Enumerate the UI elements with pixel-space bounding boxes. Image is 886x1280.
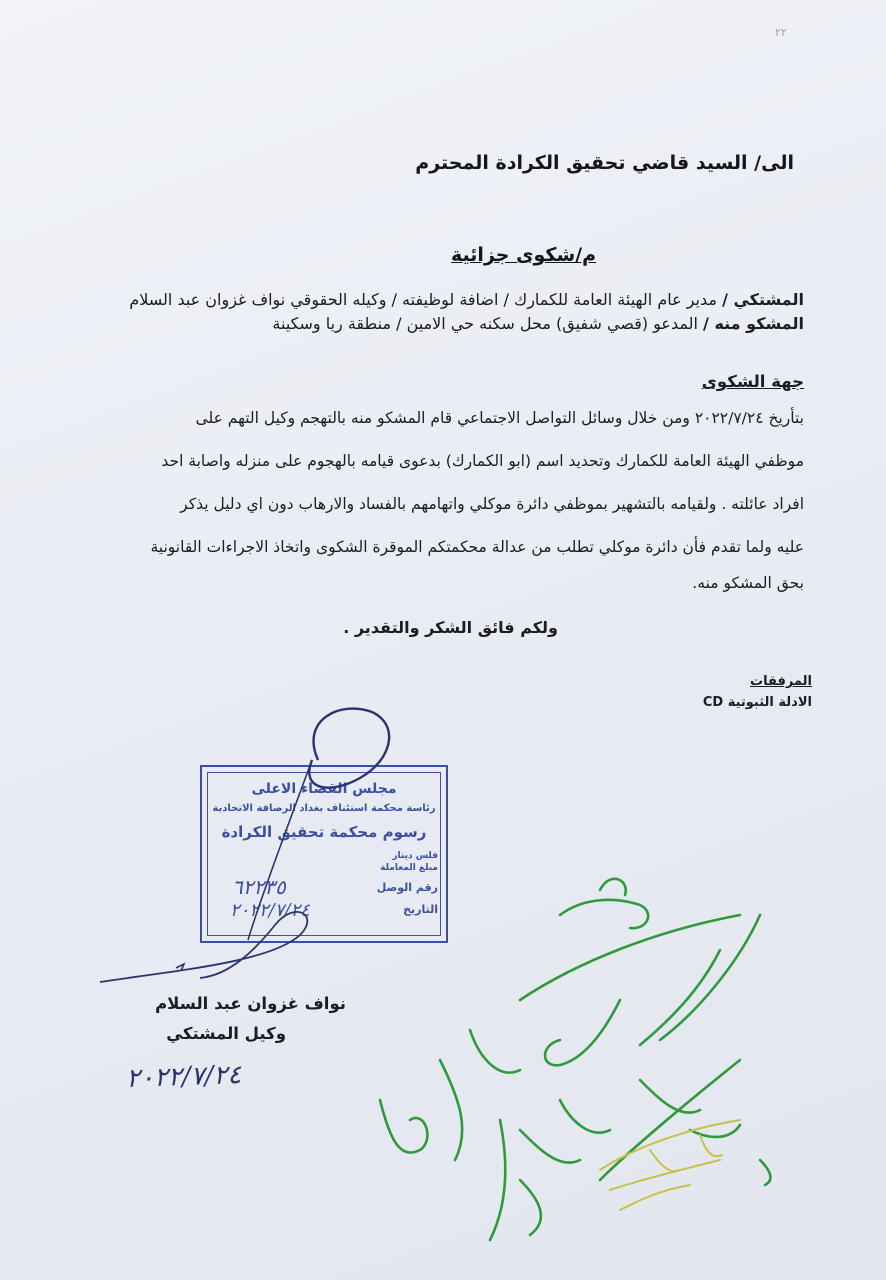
stamp-line-receipt-label: رقم الوصل [376,881,438,894]
stamp-line-amount: مبلغ المعاملة [380,863,438,873]
respondent-text: المدعو (قصي شفيق) محل سكنه حي الامين / منطقة ريا وسكينة [272,314,704,333]
body-line-4: عليه ولما تقدم فأن دائرة موكلي تطلب من عدالة محكمتكم الموقرة الشكوى واتخاذ الاجراءات القانونية [150,538,804,556]
stamp-line-currency: فلس دينار [392,851,438,861]
stamp-date: ٢٠٢٢/٧/٢٤ [230,900,310,921]
respondent-label: المشكو منه / [703,314,804,333]
green-judge-annotation [380,879,770,1240]
blue-signer-curve [100,912,307,982]
stamp-receipt-number: ٦٢٢٣٥ [232,875,286,899]
stamp-line-presidency: رئاسة محكمة استئناف بغداد الرصافة الاتحادية [212,803,436,814]
body-line-5: بحق المشكو منه. [692,574,804,592]
attachments-title: المرفقات [750,674,812,689]
signer-date: ٢٠٢٢/٧/٢٤ [125,1059,242,1095]
stamp-line-fees: رسوم محكمة تحقيق الكرادة [221,823,427,841]
corner-mark: ٢٢ [775,26,787,39]
subject-title: م/شكوى جزائية [451,244,596,266]
body-line-3: افراد عائلته . ولقيامه بالتشهير بموظفي دائرة موكلي واتهامهم بالفساد والارهاب دون اي دليل يذكر [180,495,804,513]
stamp-line-date-label: التاريخ [403,903,438,916]
section-heading: جهة الشكوى [701,372,804,391]
stamp-line-council: مجلس القضاء الاعلى [251,781,397,797]
addressee-line: الى/ السيد قاضي تحقيق الكرادة المحترم [415,152,794,174]
closing-line: ولكم فائق الشكر والتقدير . [343,618,558,637]
yellow-ink-annotation [600,1120,740,1210]
body-line-1: بتأريخ ٢٠٢٢/٧/٢٤ ومن خلال وسائل التواصل الاجتماعي قام المشكو منه بالتهجم وكيل التهم على [195,409,804,427]
complainant-label: المشتكي / [722,290,804,309]
attachments-item: الادلة الثبوتية CD [702,695,812,710]
body-line-2: موظفي الهيئة العامة للكمارك وتحديد اسم (ابو الكمارك) بدعوى قيامه بالهجوم على منزله واصابة احد [161,452,804,470]
blue-signature-loop [309,709,389,788]
signer-name: نواف غزوان عبد السلام [155,994,346,1013]
complainant-text: مدير عام الهيئة العامة للكمارك / اضافة لوظيفته / وكيله الحقوقي نواف غزوان عبد السلام [129,290,723,309]
signer-role: وكيل المشتكي [166,1024,286,1043]
